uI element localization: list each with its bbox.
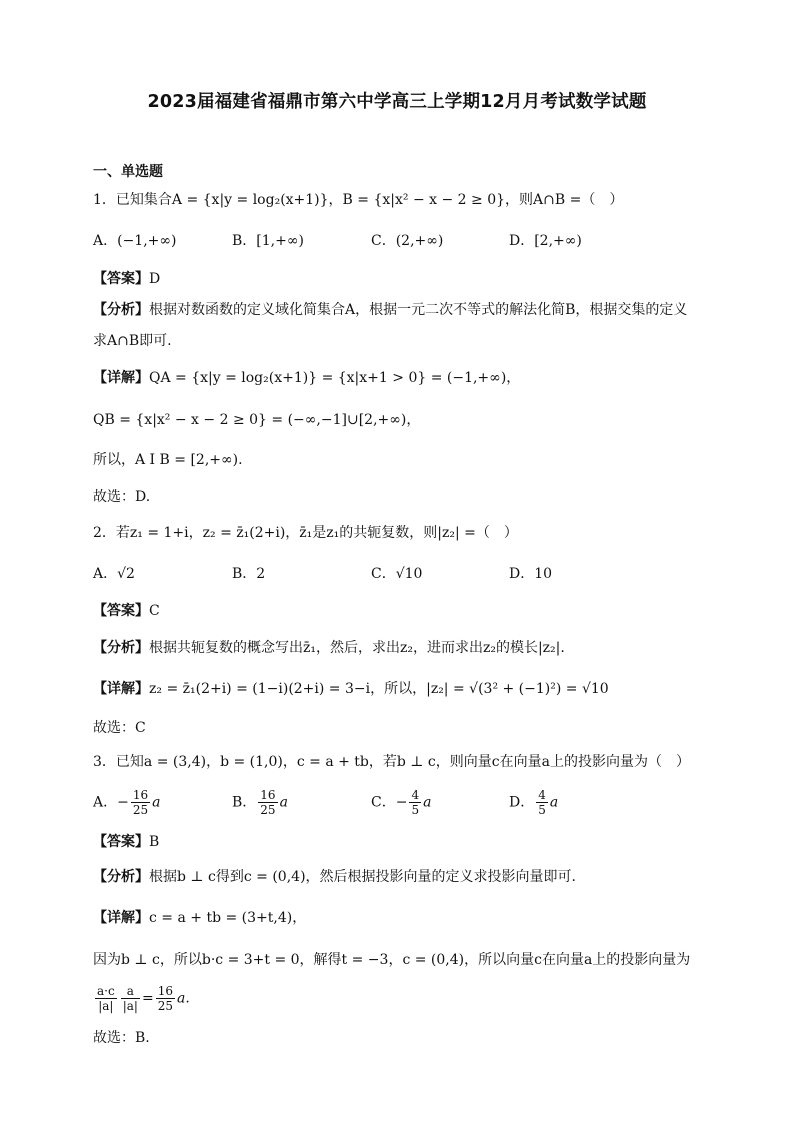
analysis-text: 根据b ⊥ c得到c = (0,4)，然后根据投影向量的定义求投影向量即可. bbox=[149, 869, 576, 885]
answer-tag: 【答案】 bbox=[93, 834, 149, 850]
q2-option-d: D．10 bbox=[509, 566, 553, 582]
detail-text: c = a + tb = (3+t,4)， bbox=[149, 910, 307, 926]
q2-detail bbox=[93, 679, 734, 699]
q2-choose: 故选：C bbox=[93, 720, 146, 736]
analysis-text: 根据共轭复数的概念写出z̄₁，然后，求出z₂，进而求出z₂的模长|z₂|. bbox=[149, 640, 565, 656]
q3-stem: 3．已知a = (3,4)，b = (1,0)，c = a + tb，若b ⊥ c，则向量c在向量a上的投影向量为（ ） bbox=[93, 754, 690, 770]
q2-analysis bbox=[93, 638, 734, 658]
answer-value: D bbox=[149, 271, 161, 287]
answer-value: C bbox=[149, 603, 160, 619]
analysis-tag: 【分析】 bbox=[93, 302, 149, 318]
q3-option-d: D． $\frac{4}{5}$ a bbox=[509, 788, 559, 817]
section-heading: 一、单选题 bbox=[93, 164, 163, 180]
q3-detail-line-3: $\frac{a\cdot c}{|a|}$ $\frac{a}{|a|}$ = $\frac{16}{25}$ a. bbox=[97, 984, 190, 1013]
q3-detail-line-1 bbox=[93, 908, 734, 928]
q1-stem: 1．已知集合A = {x|y = log₂(x+1)}，B = {x|x² − x − 2 ≥ 0}，则A∩B =（ ） bbox=[93, 192, 624, 208]
q1-analysis-line-1 bbox=[93, 300, 734, 320]
page-title: 2023届福建省福鼎市第六中学高三上学期12月月考试数学试题 bbox=[147, 92, 647, 112]
q3-answer bbox=[93, 832, 734, 852]
q1-answer bbox=[93, 269, 734, 289]
q2-answer bbox=[93, 601, 734, 621]
analysis-tag: 【分析】 bbox=[93, 869, 149, 885]
q3-option-a: A．− $\frac{16}{25}$ a bbox=[93, 788, 161, 817]
q1-detail-line-3: 所以，A I B = [2,+∞). bbox=[93, 452, 243, 468]
q1-choose: 故选：D. bbox=[93, 489, 151, 505]
q3-detail-line-2: 因为b ⊥ c，所以b·c = 3+t = 0，解得t = −3，c = (0,4)，所以向量c在向量a上的投影向量为 bbox=[93, 952, 691, 968]
q3-options bbox=[93, 788, 734, 822]
q2-option-a: A．√2 bbox=[93, 566, 135, 582]
detail-tag: 【详解】 bbox=[93, 681, 149, 697]
q1-option-a: A．(−1,+∞) bbox=[93, 233, 177, 249]
q2-option-b: B．2 bbox=[232, 566, 266, 582]
answer-value: B bbox=[149, 834, 160, 850]
q3-analysis bbox=[93, 867, 734, 887]
answer-tag: 【答案】 bbox=[93, 603, 149, 619]
q1-detail-line-1 bbox=[93, 368, 734, 388]
answer-tag: 【答案】 bbox=[93, 271, 149, 287]
detail-text: z₂ = z̄₁(2+i) = (1−i)(2+i) = 3−i，所以，|z₂| = √(3² + (−1)²) = √10 bbox=[149, 681, 609, 697]
q3-option-c: C．− $\frac{4}{5}$ a bbox=[371, 788, 432, 817]
q2-stem: 2．若z₁ = 1+i，z₂ = z̄₁(2+i)，z̄₁是z₁的共轭复数，则|z₂| =（ ） bbox=[93, 525, 518, 541]
q1-detail-line-2: QB = {x|x² − x − 2 ≥ 0} = (−∞,−1]∪[2,+∞)， bbox=[93, 412, 421, 428]
analysis-text: 根据对数函数的定义域化简集合A，根据一元二次不等式的解法化简B，根据交集的定义 bbox=[149, 302, 688, 318]
q1-option-d: D．[2,+∞) bbox=[509, 233, 582, 249]
detail-text: QA = {x|y = log₂(x+1)} = {x|x+1 > 0} = (−1,+∞)， bbox=[149, 370, 521, 386]
q3-option-b: B． $\frac{16}{25}$ a bbox=[232, 788, 288, 817]
analysis-tag: 【分析】 bbox=[93, 640, 149, 656]
q1-analysis-line-2: 求A∩B即可. bbox=[93, 333, 172, 349]
q3-choose: 故选：B. bbox=[93, 1030, 150, 1046]
q1-option-c: C．(2,+∞) bbox=[371, 233, 444, 249]
q1-option-b: B．[1,+∞) bbox=[232, 233, 304, 249]
q2-option-c: C．√10 bbox=[371, 566, 423, 582]
detail-tag: 【详解】 bbox=[93, 370, 149, 386]
detail-tag: 【详解】 bbox=[93, 910, 149, 926]
